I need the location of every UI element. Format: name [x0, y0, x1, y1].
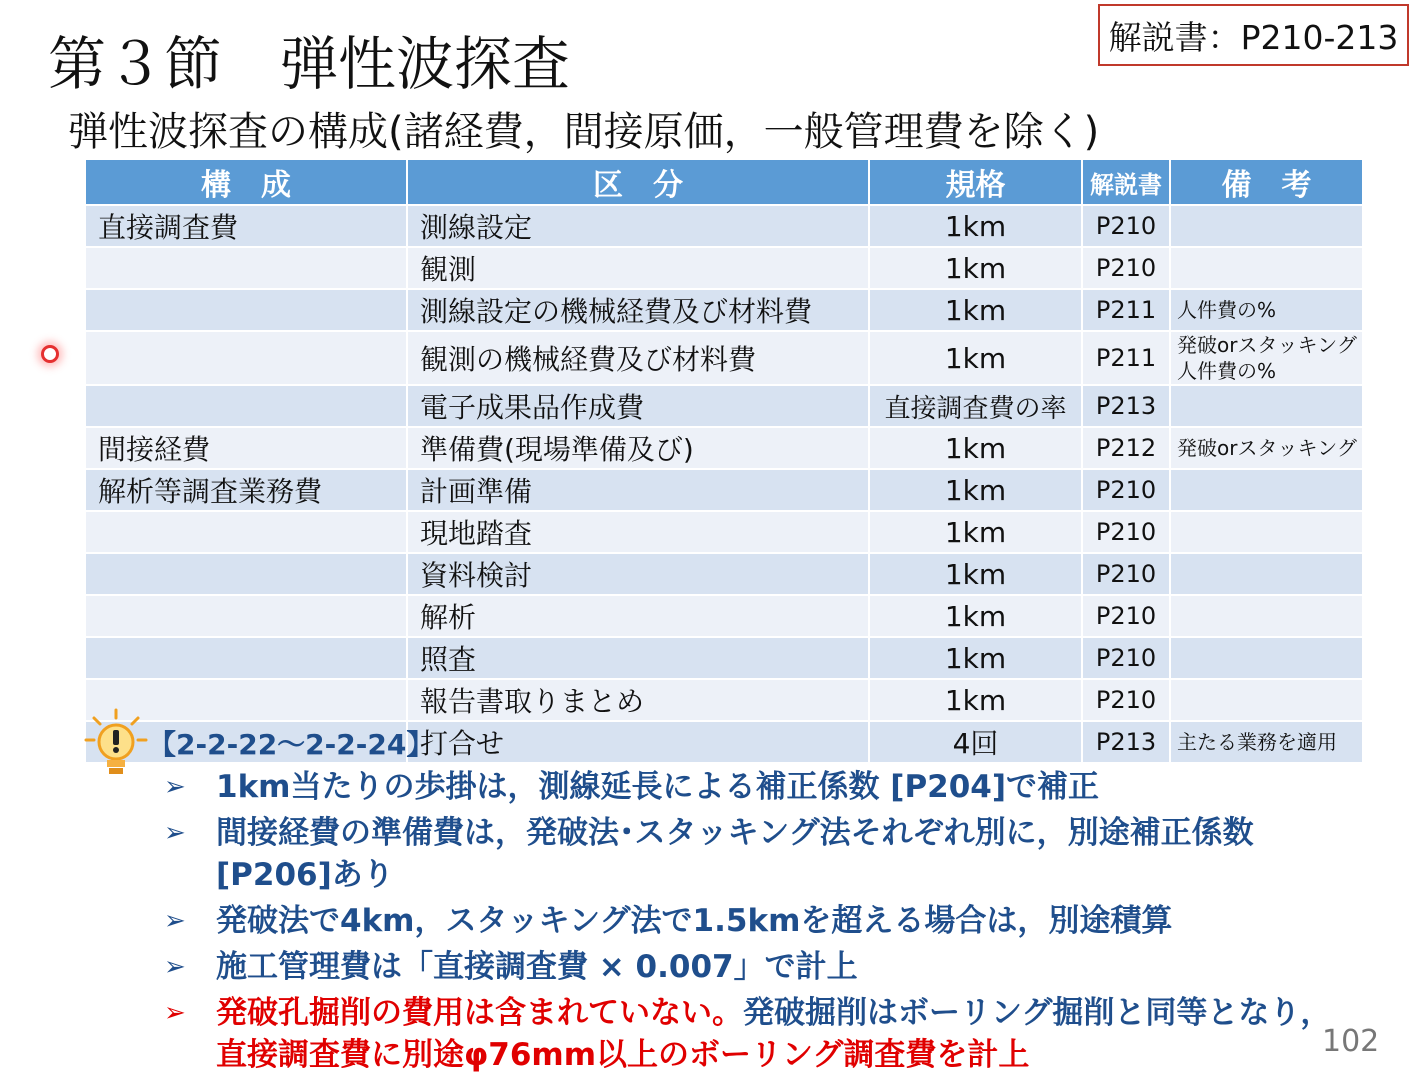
composition-table: [84, 158, 1364, 764]
cell-category: [85, 331, 407, 385]
cell-note: 人件費の%: [1170, 289, 1363, 331]
table-row: [85, 679, 1363, 721]
header-note: 備 考: [1170, 159, 1363, 205]
cell-size: 1km: [869, 595, 1082, 637]
cell-item: 準備費(現場準備及び): [407, 427, 869, 469]
table-row: [85, 247, 1363, 289]
cell-size: 1km: [869, 205, 1082, 247]
note-item: [164, 812, 1344, 896]
cell-ref: P212: [1082, 427, 1170, 469]
cell-size: 1km: [869, 679, 1082, 721]
cell-size: 1km: [869, 247, 1082, 289]
table-row: [85, 205, 1363, 247]
cell-category: [85, 247, 407, 289]
table-row: [85, 427, 1363, 469]
cell-size: 1km: [869, 289, 1082, 331]
cell-size: 1km: [869, 331, 1082, 385]
cell-note: [1170, 469, 1363, 511]
cell-note: [1170, 637, 1363, 679]
cell-category: [85, 289, 407, 331]
cell-item: 計画準備: [407, 469, 869, 511]
cell-item: 報告書取りまとめ: [407, 679, 869, 721]
note-text: 施工管理費は「直接調査費 × 0.007」で計上: [216, 949, 858, 985]
page-title: 第３節 弾性波探査: [48, 30, 571, 98]
cell-note: [1170, 247, 1363, 289]
table-row: [85, 385, 1363, 427]
header-size: 規格: [869, 159, 1082, 205]
red-dot-marker: [41, 345, 59, 363]
note-item-warning: [164, 992, 1344, 1076]
cell-note: 発破orスタッキング 人件費の%: [1170, 331, 1363, 385]
note-item: [164, 766, 1344, 808]
cell-ref: P211: [1082, 331, 1170, 385]
header-ref: 解説書: [1082, 159, 1170, 205]
lightbulb-icon: [84, 708, 148, 780]
arrow-bullet-icon: ➢: [164, 906, 186, 936]
notes-list: [164, 766, 1344, 1080]
cell-category: 解析等調査業務費: [85, 469, 407, 511]
cell-ref: P213: [1082, 721, 1170, 763]
cell-size: 1km: [869, 553, 1082, 595]
cell-category: 直接調査費: [85, 205, 407, 247]
table-row: [85, 289, 1363, 331]
cell-ref: P211: [1082, 289, 1170, 331]
table-row: [85, 553, 1363, 595]
cell-note: 発破orスタッキング: [1170, 427, 1363, 469]
notes-header: 【2-2-22～2-2-24】: [148, 728, 435, 761]
cell-ref: P210: [1082, 205, 1170, 247]
cell-ref: P210: [1082, 679, 1170, 721]
note-text: 発破法で4km，スタッキング法で1.5kmを超える場合は，別途積算: [216, 903, 1173, 939]
cell-category: [85, 595, 407, 637]
note-warning-red-end: 直接調査費に別途φ76mm以上のボーリング調査費を計上: [216, 1037, 1030, 1073]
cell-ref: P210: [1082, 553, 1170, 595]
cell-note: [1170, 595, 1363, 637]
note-item: [164, 900, 1344, 942]
table-row: [85, 595, 1363, 637]
note-text: 1km当たりの歩掛は，測線延長による補正係数 [P204]で補正: [216, 769, 1100, 805]
cell-item: 電子成果品作成費: [407, 385, 869, 427]
header-item: 区 分: [407, 159, 869, 205]
page-number: 102: [1322, 1024, 1380, 1059]
reference-text: 解説書：P210-213: [1108, 17, 1399, 57]
cell-size: 4回: [869, 721, 1082, 763]
cell-category: [85, 637, 407, 679]
arrow-bullet-icon: ➢: [164, 998, 186, 1028]
arrow-bullet-icon: ➢: [164, 818, 186, 848]
cell-item: 資料検討: [407, 553, 869, 595]
cell-item: 照査: [407, 637, 869, 679]
cell-note: [1170, 205, 1363, 247]
table-header-row: [85, 159, 1363, 205]
cell-size: 1km: [869, 469, 1082, 511]
cell-item: 解析: [407, 595, 869, 637]
note-text: 間接経費の準備費は，発破法･スタッキング法それぞれ別に，別途補正係数 [P206]あり: [216, 815, 1254, 893]
cell-item: 測線設定: [407, 205, 869, 247]
cell-ref: P210: [1082, 511, 1170, 553]
cell-ref: P210: [1082, 595, 1170, 637]
table-row: [85, 511, 1363, 553]
cell-size: 1km: [869, 637, 1082, 679]
cell-item: 測線設定の機械経費及び材料費: [407, 289, 869, 331]
cell-ref: P210: [1082, 247, 1170, 289]
cell-size: 1km: [869, 511, 1082, 553]
cell-ref: P210: [1082, 469, 1170, 511]
cell-note: [1170, 553, 1363, 595]
cell-item: 現地踏査: [407, 511, 869, 553]
cell-item: 打合せ: [407, 721, 869, 763]
cell-note: [1170, 385, 1363, 427]
page-subtitle: 弾性波探査の構成(諸経費，間接原価，一般管理費を除く): [68, 109, 1100, 155]
header-category: 構 成: [85, 159, 407, 205]
reference-box: [1098, 4, 1409, 66]
cell-item: 観測: [407, 247, 869, 289]
table-row: [85, 331, 1363, 385]
cell-item: 観測の機械経費及び材料費: [407, 331, 869, 385]
cell-ref: P210: [1082, 637, 1170, 679]
cell-note: [1170, 679, 1363, 721]
arrow-bullet-icon: ➢: [164, 952, 186, 982]
cell-size: 1km: [869, 427, 1082, 469]
cell-category: [85, 385, 407, 427]
note-warning-red: 発破孔掘削の費用は含まれていない。: [216, 995, 743, 1031]
note-text: 発破掘削はボーリング掘削と同等となり，: [743, 995, 1332, 1031]
cell-category: [85, 553, 407, 595]
arrow-bullet-icon: ➢: [164, 772, 186, 802]
table-row: [85, 469, 1363, 511]
cell-category: 間接経費: [85, 427, 407, 469]
cell-category: [85, 511, 407, 553]
cell-note: [1170, 511, 1363, 553]
cell-size: 直接調査費の率: [869, 385, 1082, 427]
note-item: [164, 946, 1344, 988]
table-row: [85, 637, 1363, 679]
cell-note: 主たる業務を適用: [1170, 721, 1363, 763]
cell-ref: P213: [1082, 385, 1170, 427]
